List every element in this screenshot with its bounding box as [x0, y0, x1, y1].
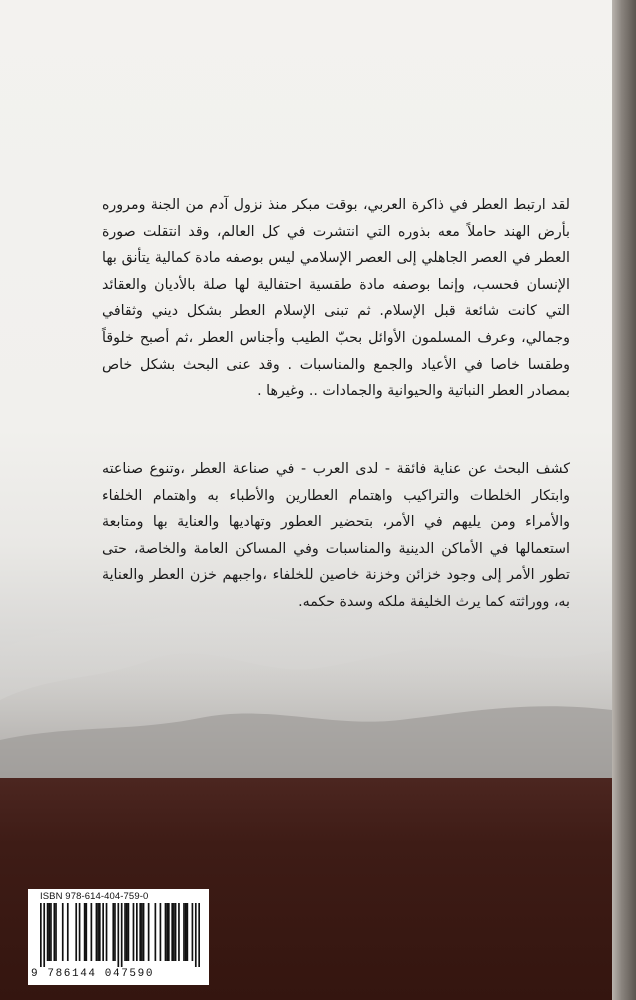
- barcode-bar: [178, 903, 180, 961]
- barcode-bar: [62, 903, 64, 961]
- barcode-bar: [168, 903, 170, 961]
- barcode-bar: [165, 903, 167, 961]
- barcode-bar: [187, 903, 189, 961]
- barcode-bars: [40, 903, 200, 967]
- barcode-bar: [171, 903, 173, 961]
- barcode-bar: [139, 903, 141, 961]
- barcode-bar: [114, 903, 116, 961]
- barcode-bar: [124, 903, 126, 961]
- barcode-bar: [75, 903, 77, 961]
- barcode-bar: [195, 903, 197, 967]
- barcode-bar: [96, 903, 98, 961]
- barcode-bar: [192, 903, 194, 961]
- barcode-bar: [185, 903, 187, 961]
- barcode-bar: [141, 903, 143, 961]
- description-paragraph-1: لقد ارتبط العطر في ذاكرة العربي، بوقت مبكر منذ نزول آدم من الجنة ومروره بأرض الهند حاملاً معه بذوره التي انتشرت في كل العالم، وقد انتقلت صورة العطر في العصر الجاهلي إلى العصر الإسلامي ليس بوصفه مادة كمالية يتأنق بها الإنسان فحسب، وإنما بوصفه مادة طقسية احتفالية لها صلة بالأديان والعقائد التي كانت شائعة قبل الإسلام. ثم تبنى الإسلام العطر بشكل ديني وثقافي وجمالي، وعرف المسلمون الأوائل بحبّ الطيب وأجناس العطر ،ثم أصبح خلوقاً وطقسا خاصا في الأعياد والجمع والمناسبات . وقد عنى البحث بشكل خاص بمصادر العطر النباتية والحيوانية والجمادات .. وغيرها .: [102, 197, 570, 400]
- barcode-bar: [128, 903, 130, 961]
- barcode-bar: [198, 903, 200, 967]
- barcode-bar: [106, 903, 108, 961]
- barcode-bar: [84, 903, 86, 961]
- isbn-barcode-label: [28, 889, 209, 985]
- barcode-bar: [43, 903, 45, 967]
- barcode-bar: [40, 903, 42, 967]
- isbn-number: ISBN 978-614-404-759-0: [40, 891, 149, 902]
- barcode-bar: [136, 903, 138, 961]
- barcode-bar: [48, 903, 50, 961]
- barcode-bar: [79, 903, 81, 961]
- barcode-bar: [97, 903, 99, 961]
- barcode-bar: [155, 903, 157, 961]
- barcode-bar: [47, 903, 49, 961]
- barcode-bar: [183, 903, 185, 961]
- barcode-digits: 9 786144 047590: [31, 968, 155, 980]
- barcode-bar: [173, 903, 175, 961]
- barcode-bar: [99, 903, 101, 961]
- barcode-bar: [91, 903, 93, 961]
- barcode-bar: [143, 903, 145, 961]
- barcode-bar: [133, 903, 135, 961]
- barcode-bar: [67, 903, 69, 961]
- barcode-bar: [160, 903, 162, 961]
- description-paragraph-2: كشف البحث عن عناية فائقة - لدى العرب - في صناعة العطر ،وتنوع صناعته وابتكار الخلطات والتراكيب واهتمام العطارين والأطباء به واهتمام الخلفاء والأمراء ومن يليهم في الأمر، بتحضير العطور وتهاديها والعناية بها ومتابعة استعمالها في الأماكن الدينية والمناسبات وفي المساكن العامة والخاصة، حتى تطور الأمر إلى وجود خزائن وخزنة خاصين للخلفاء ،واجبهم خزن العطر والعناية به، ووراثته كما يرث الخليفة ملكه وسدة حكمه.: [102, 461, 570, 610]
- barcode-bar: [166, 903, 168, 961]
- background-edge-strip: [612, 0, 636, 1000]
- barcode-bar: [112, 903, 114, 961]
- barcode-bar: [102, 903, 104, 961]
- barcode-bar: [50, 903, 52, 961]
- barcode-bar: [126, 903, 128, 961]
- barcode-bar: [53, 903, 55, 961]
- barcode-bar: [175, 903, 177, 961]
- barcode-bar: [121, 903, 123, 967]
- barcode-bar: [148, 903, 150, 961]
- barcode-bar: [85, 903, 87, 961]
- barcode-bar: [117, 903, 119, 967]
- barcode-bar: [55, 903, 57, 961]
